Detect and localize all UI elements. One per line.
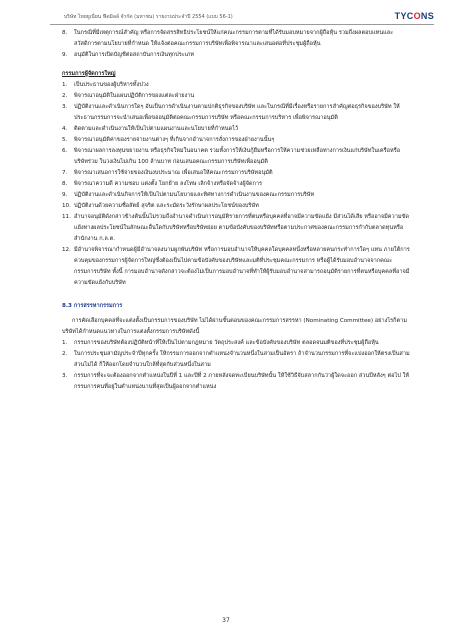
list-item-text: ปฏิบัติงานและดำเนินกิจการให้เป็นไปตามนโยบายและทิศทางการดำเนินงานของคณะกรรมการบริษัท [74,192,315,198]
list-item-number: 2. [62,351,68,357]
logo-main-text: TYC [394,11,414,21]
section-heading: 8.3 การสรรหากรรมการ [62,303,123,309]
list-item-text: ติดตามและดำเนินงานให้เป็นไปตามแผนงานและนโยบายที่กำหนดไว้ [74,126,239,132]
header-divider [50,24,434,25]
list-item [0,28,452,50]
list-item [0,179,452,190]
list-item [0,146,452,168]
list-item [0,168,452,179]
list-item-text: พิจารณาเสนอการใช้จ่ายของเงินงบประมาณ เพื่อเสนอให้คณะกรรมการบริษัทอนุมัติ [74,170,273,176]
list-item-number: 4. [62,126,68,132]
list-item-text: พิจารณาผลการลงทุนขยายงาน หรือธุรกิจใหม่ในอนาคต รวมทั้งการให้เงินกู้ยืมหรือการให้ความช่วยเหลือทางการเงินแก่บริษัทในเครือหรือบริษัทร่วม ในวงเงินไม่เกิน 100 ล้านบาท ก่อนเสนอคณะกรรมการบริษัทเพื่ออนุมัติ [74,148,401,165]
list-item [0,338,452,349]
list-item [0,91,452,102]
list-item-number: 9. [62,52,68,58]
list-item [0,80,452,91]
list-item-text: กรรมการที่จะจะต้องออกจากตำแหน่งในปีที่ 1 และปีที่ 2 ภายหลังจดทะเบียนบริษัทนั้น ให้ใช้วิธีจับสลากกันว่าผู้ใดจะออก ส่วนปีหลังๆ ต่อไป ให้กรรมการคนที่อยู่ในตำแหน่งนานที่สุดเป็นผู้ออกจากตำแหน่ง [74,373,410,390]
page-number: 37 [222,617,230,624]
list-item-number: 1. [62,340,68,346]
list-item-number: 10. [62,203,71,209]
list-item-number: 1. [62,82,68,88]
page-content [0,28,452,393]
list-item-number: 3. [62,104,68,110]
list-item-number: 8. [62,30,68,36]
list-item-text: ในการประชุมสามัญประจำปีทุกครั้ง ให้กรรมการออกจากตำแหน่งจำนวนหนึ่งในสามเป็นอัตรา ถ้าจำนวนกรรมการที่จะแบ่งออกให้ตรงเป็นสามส่วนไม่ได้ ก็ให้ออกโดยจำนวนใกล้ที่สุดกับส่วนหนึ่งในสาม [74,351,410,368]
list-item [0,349,452,371]
list-item-number: 11. [62,214,71,220]
list-item [0,135,452,146]
list-item-text: พิจารณาอนุมัติค่าของรายจ่ายงานต่างๆ ที่เกินจากอำนาจการสั่งการของฝ่ายงานนั้นๆ [74,137,275,143]
list-item-number: 2. [62,93,68,99]
logo-tail-text: NS [420,11,434,21]
list-item-text: อนุมัติในการเปิดบัญชีต่อสถาบันการเงินทุกประเภท [74,52,195,58]
list-item-text: ในกรณีที่มีเหตุการณ์สำคัญ หรือการจัดสรรสิทธิประโยชน์ให้แก่คณะกรรมการตามที่ได้รับมอบหมายจากผู้ถือหุ้น รวมถึงผลตอบแทนและสวัสดิการตามนโยบายที่กำหนด ให้แจ้งต่อคณะกรรมการบริษัทเพื่อพิจารณาและเสนอต่อที่ประชุมผู้ถือหุ้น [74,30,394,47]
page-header [14,11,438,23]
list-item-text: อำนาจอนุมัติดังกล่าวข้างต้นนั้นไม่รวมถึงอำนาจดำเนินการอนุมัติรายการที่ตนหรือบุคคลที่อาจมีความขัดแย้ง มีส่วนได้เสีย หรืออาจมีความขัดแย้งทางผลประโยชน์ในลักษณะอื่นใดกับบริษัทหรือบริษัทย่อย ตามข้อบังคับของบริษัทหรือตามประกาศของคณะกรรมการกำกับตลาดทุนหรือสำนักงาน ก.ล.ต. [74,214,409,242]
list-item-text: กรรมการของบริษัทต้องปฏิบัติหน้าที่ให้เป็นไปตามกฎหมาย วัตถุประสงค์ และข้อบังคับของบริษัท ตลอดจนมติของที่ประชุมผู้ถือหุ้น [74,340,379,346]
list-item-text: พิจารณาความดี ความชอบ แต่งตั้ง โยกย้าย ลงโทษ เลิกจ้างหรือจัดจ้างผู้จัดการ [74,181,263,187]
list-item-text: มีอำนาจพิจารณากำหนดผู้มีอำนาจลงนามผูกพันบริษัท หรือการมอบอำนาจให้บุคคลใดบุคคลหนึ่งหรือหลายคนกระทำการใดๆ แทน ภายใต้การควบคุมของกรรมการผู้จัดการใหญ่ซึ่งต้องเป็นไปตามข้อบังคับของบริษัทและมติที่ประชุมคณะกรรมการ หรือผู้ได้รับมอบอำนาจจากคณะกรรมการบริษัท ทั้งนี้ การมอบอำนาจดังกล่าวจะต้องไม่เป็นการมอบอำนาจที่ทำให้ผู้รับมอบอำนาจสามารถอนุมัติรายการที่ตนหรือบุคคลที่อาจมีความขัดแย้งกับบริษัท [74,247,410,286]
list-item-text: ปฏิบัติงานด้วยความซื่อสัตย์ สุจริต และระมัดระวังรักษาผลประโยชน์ของบริษัท [74,203,259,209]
list-item-number: 8. [62,181,68,187]
list-item-text: พิจารณาอนุมัติในแผนปฏิบัติการของแต่ละฝ่ายงาน [74,93,195,99]
list-item [0,245,452,289]
nomination-paragraph: การคัดเลือกบุคคลที่จะแต่งตั้งเป็นกรรมการของบริษัท ไม่ได้ผ่านขั้นตอนของคณะกรรมการสรรหา (Nominating Committee) อย่างไรก็ตาม บริษัทได้กำหนดแนวทางในการแต่งตั้งกรรมการบริษัทดังนี้ [62,318,408,335]
list-item [0,212,452,245]
list-item-number: 3. [62,373,68,379]
list-item-number: 6. [62,148,68,154]
logo-accent-text: O [413,11,421,21]
list-item-number: 5. [62,137,68,143]
list-item [0,50,452,61]
list-item-number: 12. [62,247,71,253]
list-item [0,371,452,393]
list-item-text: ปฏิบัติงานและดำเนินการใดๆ อันเป็นการดำเนินงานตามปกติธุรกิจของบริษัท และในกรณีที่มีเรื่องหรือรายการสำคัญต่อธุรกิจของบริษัท ให้ประธานกรรมการจะนำเสนอเพื่อขออนุมัติต่อคณะกรรมการบริษัท หรือคณะกรรมการบริหาร เพื่อพิจารณาอนุมัติ [74,104,400,121]
list-item-text: เป็นประธานของผู้บริหารทั้งปวง [74,82,149,88]
list-item [0,102,452,124]
list-item [0,201,452,212]
md-heading: กรรมการผู้จัดการใหญ่ [62,71,116,77]
list-item-number: 7. [62,170,68,176]
list-item [0,124,452,135]
list-item-number: 9. [62,192,68,198]
company-logo [395,11,434,21]
list-item [0,190,452,201]
header-company-text: บริษัท ไทยยูเนี่ยน ฟีดมิลล์ จำกัด (มหาชน) รายงานประจำปี 2554 (แบบ 56-1) [64,14,233,20]
